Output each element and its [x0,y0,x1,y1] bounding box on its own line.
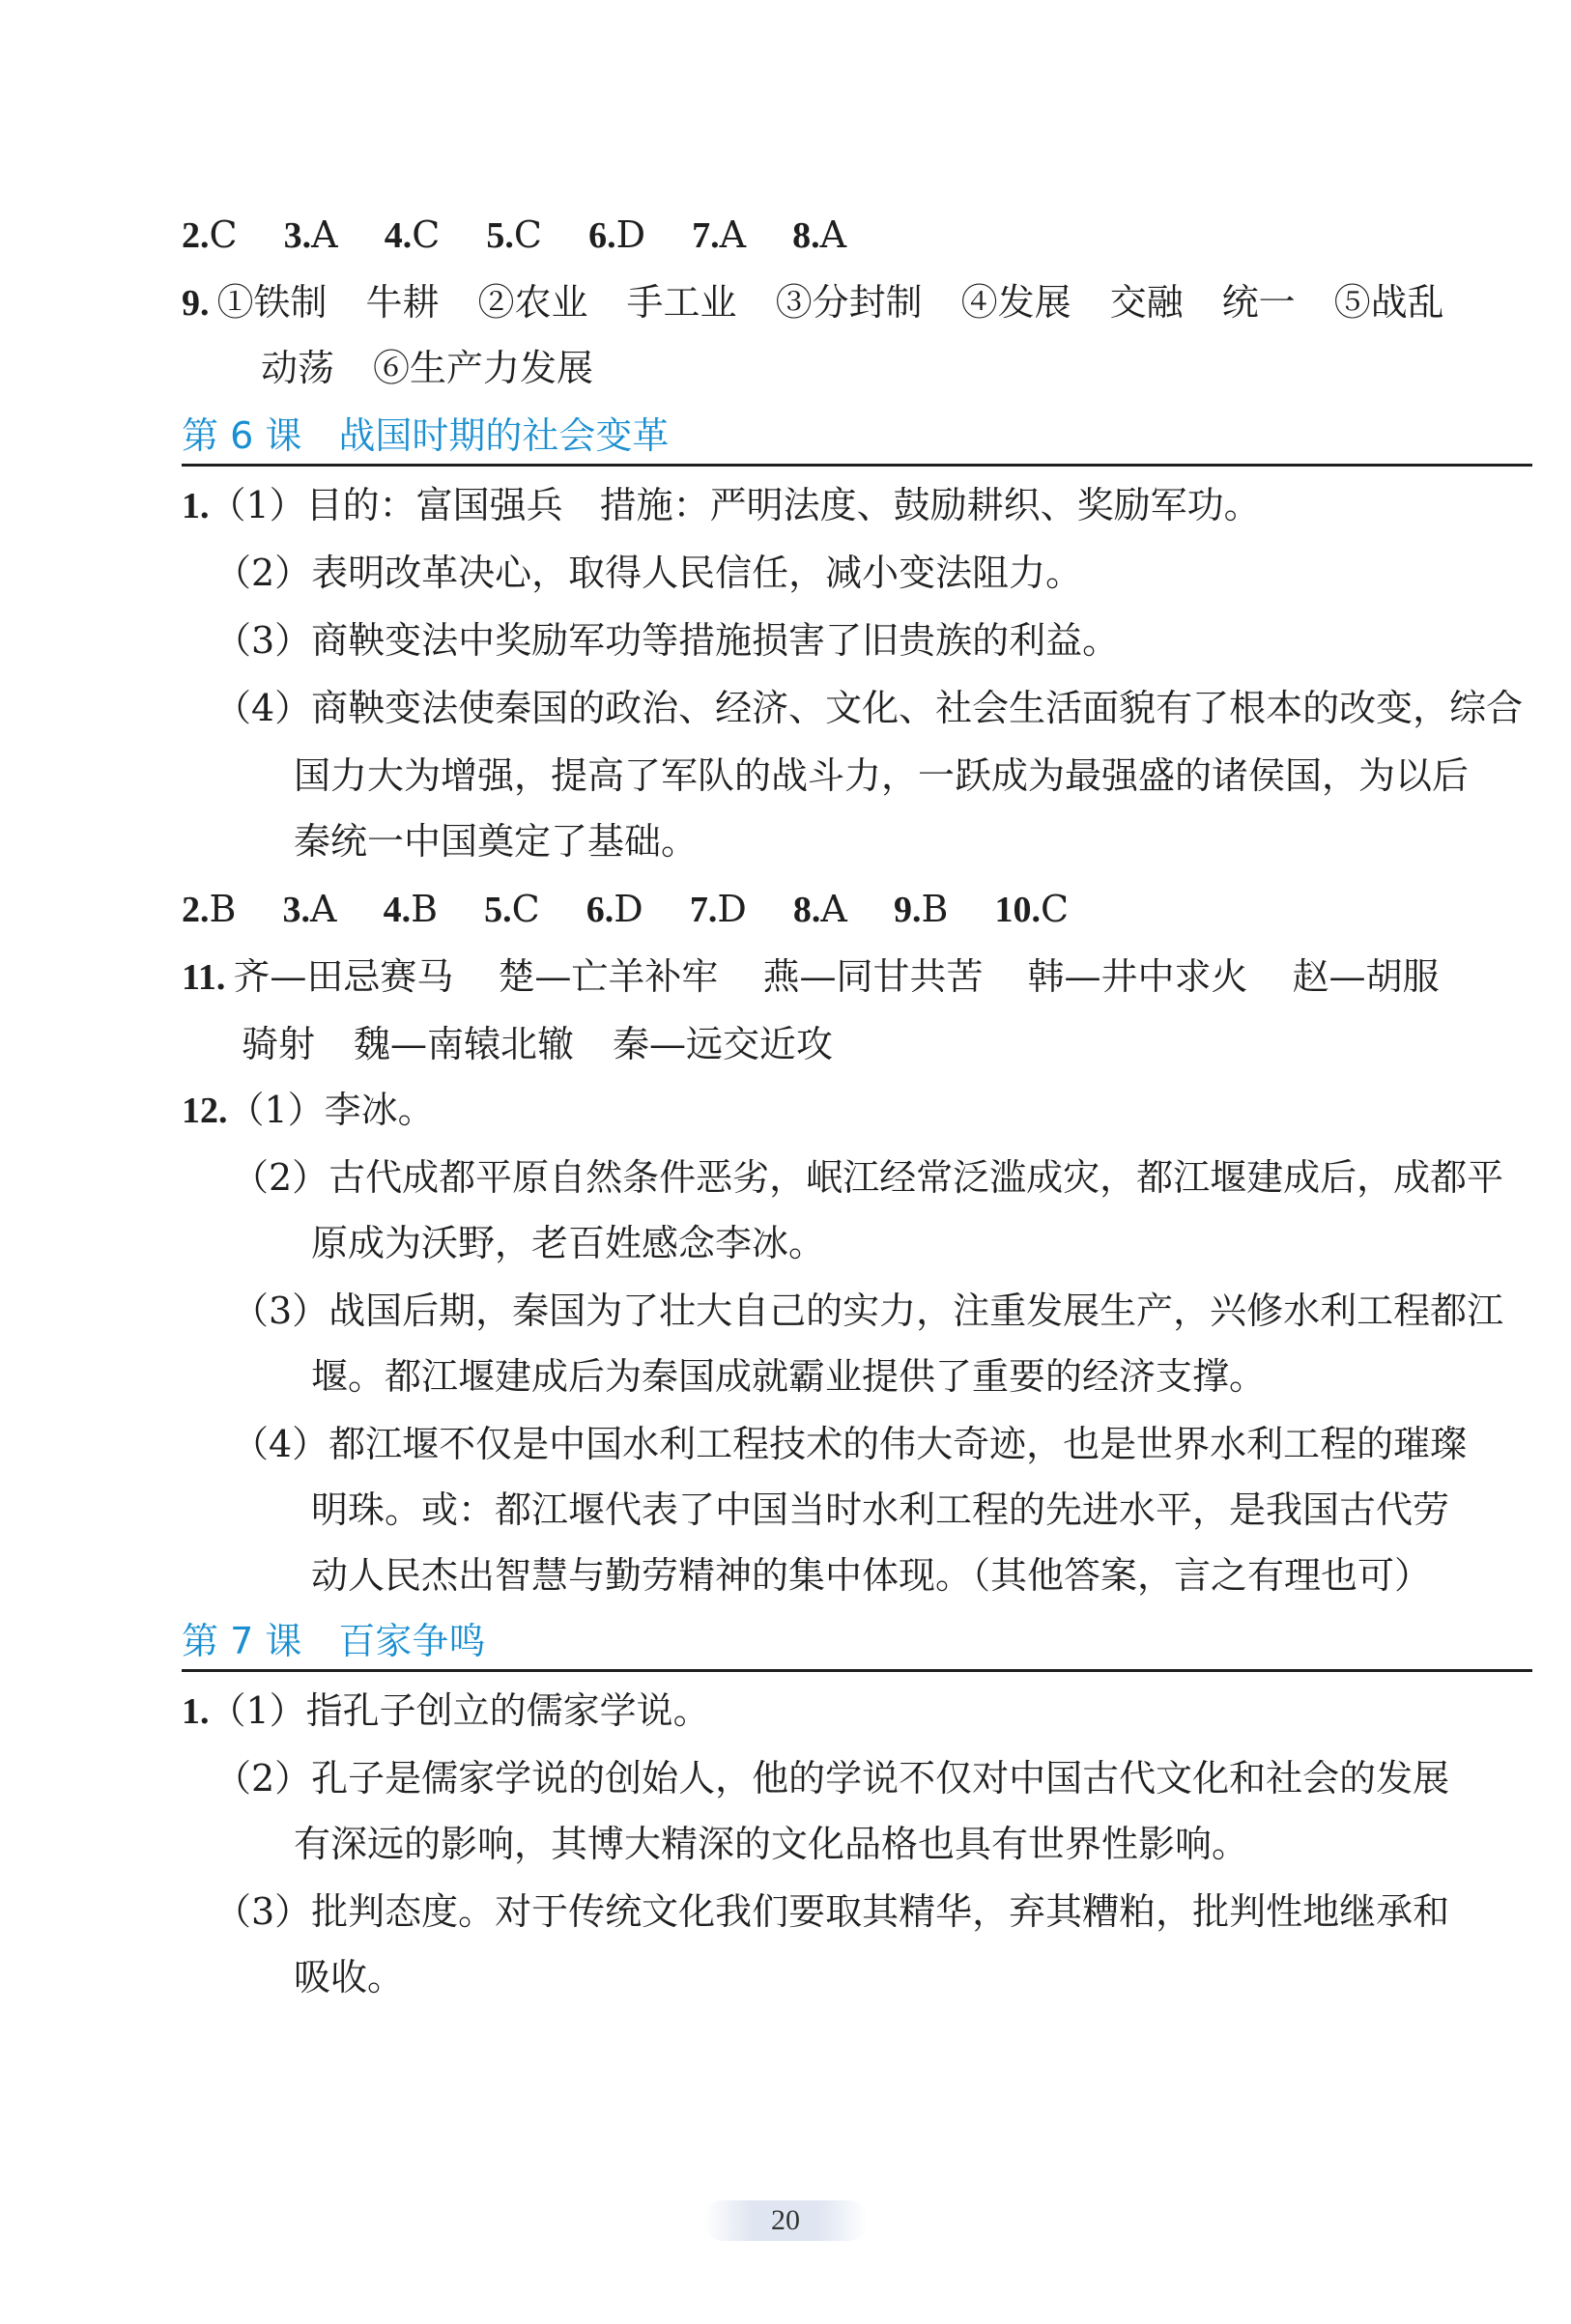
l6-q12-1: 12.（1）李冰。 [182,1089,435,1131]
l6-q1-4a: （4）商鞅变法使秦国的政治、经济、文化、社会生活面貌有了根本的改变，综合 [214,687,1524,729]
l6-q12-2b: 原成为沃野，老百姓感念李冰。 [311,1222,826,1264]
l6-q12-3b: 堰。都江堰建成后为秦国成就霸业提供了重要的经济支撑。 [311,1355,1267,1398]
l6-q12-3a: （3）战国后期，秦国为了壮大自己的实力，注重发展生产，兴修水利工程都江 [232,1290,1504,1332]
l7-q1-3b: 吸收。 [294,1956,405,1998]
l6-q12-4b: 明珠。或：都江堰代表了中国当时水利工程的先进水平，是我国古代劳 [311,1488,1450,1531]
l6-q1-2: （2）表明改革决心，取得人民信任，减小变法阻力。 [214,552,1083,594]
l6-q1-1: 1.（1）目的：富国强兵 措施：严明法度、鼓励耕织、奖励军功。 [182,484,1261,526]
lesson7-heading: 第 7 课 百家争鸣 [182,1623,1532,1672]
l6-q11-line2: 骑射 魏—南辕北辙 秦—远交近攻 [242,1023,834,1065]
l7-q1-2b: 有深远的影响，其博大精深的文化品格也具有世界性影响。 [294,1823,1249,1865]
l7-q1-1: 1.（1）指孔子创立的儒家学说。 [182,1689,710,1732]
lesson6-heading: 第 6 课 战国时期的社会变革 [182,417,1532,467]
page-number: 20 [0,2200,1571,2241]
l6-q12-4c: 动人民杰出智慧与勤劳精神的集中体现。（其他答案，言之有理也可） [311,1554,1432,1597]
l6-mc-answers: 2.B 3.A 4.B 5.C 6.D 7.D 8.A 9.B 10.C [182,888,1070,930]
q9-line2: 动荡 ⑥生产力发展 [261,347,594,389]
l7-q1-2a: （2）孔子是儒家学说的创始人，他的学说不仅对中国古代文化和社会的发展 [214,1757,1450,1800]
l6-q1-4c: 秦统一中国奠定了基础。 [294,820,699,863]
l6-q11-line1: 11. 齐—田忌赛马 楚—亡羊补牢 燕—同甘共苦 韩—井中求火 赵—胡服 [182,955,1440,998]
l6-q12-4a: （4）都江堰不仅是中国水利工程技术的伟大奇迹，也是世界水利工程的璀璨 [232,1423,1468,1465]
l6-q1-4b: 国力大为增强，提高了军队的战斗力，一跃成为最强盛的诸侯国，为以后 [294,754,1470,797]
l7-q1-3a: （3）批判态度。对于传统文化我们要取其精华，弃其糟粕，批判性地继承和 [214,1890,1450,1933]
q9-line1: 9. ①铁制 牛耕 ②农业 手工业 ③分封制 ④发展 交融 统一 ⑤战乱 [182,281,1444,324]
mc-answers-top: 2.C 3.A 4.C 5.C 6.D 7.A 8.A [182,213,847,256]
l6-q12-2a: （2）古代成都平原自然条件恶劣，岷江经常泛滥成灾，都江堰建成后，成都平 [232,1156,1504,1199]
l6-q1-3: （3）商鞅变法中奖励军功等措施损害了旧贵族的利益。 [214,619,1120,662]
